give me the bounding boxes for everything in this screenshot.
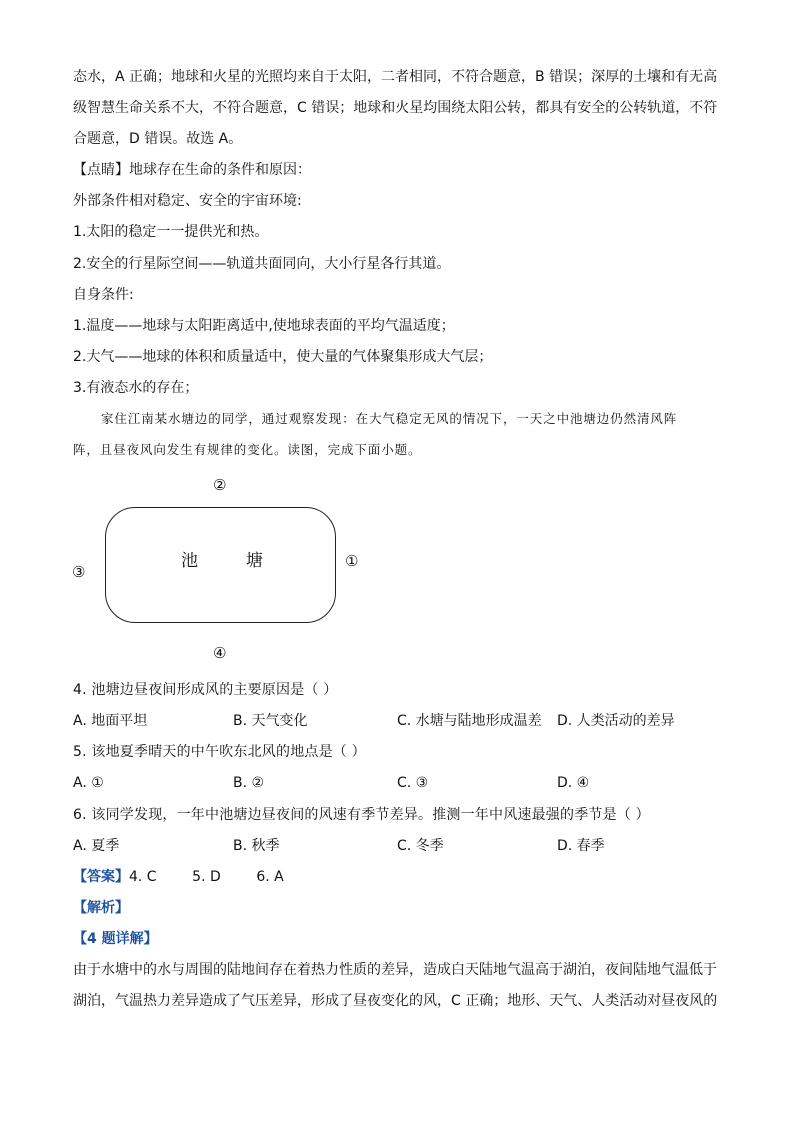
tip-label: [73, 162, 129, 178]
answer-label: 【答案】: [73, 869, 129, 885]
question-6-option-d: D. 春季: [557, 838, 605, 854]
question-5-option-c: C. ③: [397, 775, 429, 791]
position-3-marker: ③: [72, 563, 86, 581]
answer-text: 4. C 5. D 6. A: [129, 869, 284, 885]
answer-line: [73, 867, 284, 887]
pond-label-char-2: 塘: [246, 551, 263, 571]
condition-line: 自身条件:: [73, 287, 134, 303]
question-6-option-c: C. 冬季: [397, 838, 444, 854]
question-6-option-a: A. 夏季: [73, 838, 120, 854]
condition-line: 1.太阳的稳定一一提供光和热。: [73, 224, 269, 240]
pond-label-char-1: 池: [181, 551, 198, 571]
analysis-label: 【解析】: [73, 900, 129, 916]
condition-line: 外部条件相对稳定、安全的宇宙环境:: [73, 193, 302, 209]
tip-heading: [73, 160, 311, 180]
position-2-marker: ②: [213, 476, 227, 494]
intro-line-3: 合题意，D 错误。故选 A。: [73, 131, 243, 147]
question-5-stem: 5. 该地夏季晴天的中午吹东北风的地点是（ ）: [73, 744, 366, 760]
question-6-stem: 6. 该同学发现，一年中池塘边昼夜间的风速有季节差异。推测一年中风速最强的季节是（ ）: [73, 807, 650, 823]
question-4-option-a: A. 地面平坦: [73, 713, 148, 729]
detail-label: 【4 题详解】: [73, 931, 158, 947]
question-5-option-b: B. ②: [233, 775, 265, 791]
intro-line-1: 态水，A 正确；地球和火星的光照均来自于太阳，二者相同，不符合题意，B 错误；深厚的土壤和有无高: [73, 69, 718, 85]
condition-line: 1.温度——地球与太阳距离适中,使地球表面的平均气温适度；: [73, 318, 455, 334]
passage-line-1: 家住江南某水塘边的同学，通过观察发现：在大气稳定无风的情况下，一天之中池塘边仍然清风阵: [101, 411, 678, 426]
tip-bracket-close: 】: [115, 162, 129, 178]
condition-line: 2.安全的行星际空间——轨道共面同向，大小行星各行其道。: [73, 256, 451, 272]
question-4-option-c: C. 水塘与陆地形成温差: [397, 713, 542, 729]
question-4-stem: 4. 池塘边昼夜间形成风的主要原因是（ ）: [73, 682, 338, 698]
question-5-option-d: D. ④: [557, 775, 590, 791]
detail-line-2: 湖泊，气温热力差异造成了气压差异，形成了昼夜变化的风，C 正确；地形、天气、人类活动对昼夜风的: [73, 993, 718, 1009]
tip-text: 地球存在生命的条件和原因：: [129, 162, 311, 178]
question-4-option-d: D. 人类活动的差异: [557, 713, 675, 729]
tip-bracket-open: 【: [73, 162, 87, 178]
question-4-option-b: B. 天气变化: [233, 713, 308, 729]
tip-label-text: 点睛: [87, 162, 115, 178]
position-4-marker: ④: [213, 644, 227, 662]
pond-outline: [105, 507, 336, 623]
condition-line: 3.有液态水的存在；: [73, 380, 199, 396]
question-6-option-b: B. 秋季: [233, 838, 280, 854]
intro-line-2: 级智慧生命关系不大，不符合题意，C 错误；地球和火星均围绕太阳公转，都具有安全的公转轨道，不符: [73, 100, 718, 116]
detail-line-1: 由于水塘中的水与周围的陆地间存在着热力性质的差异，造成白天陆地气温高于湖泊，夜间陆地气温低于: [73, 962, 717, 978]
question-5-option-a: A. ①: [73, 775, 104, 791]
condition-line: 2.大气——地球的体积和质量适中，使大量的气体聚集形成大气层；: [73, 349, 493, 365]
passage-line-2: 阵，且昼夜风向发生有规律的变化。读图，完成下面小题。: [73, 442, 422, 457]
position-1-marker: ①: [345, 552, 359, 570]
